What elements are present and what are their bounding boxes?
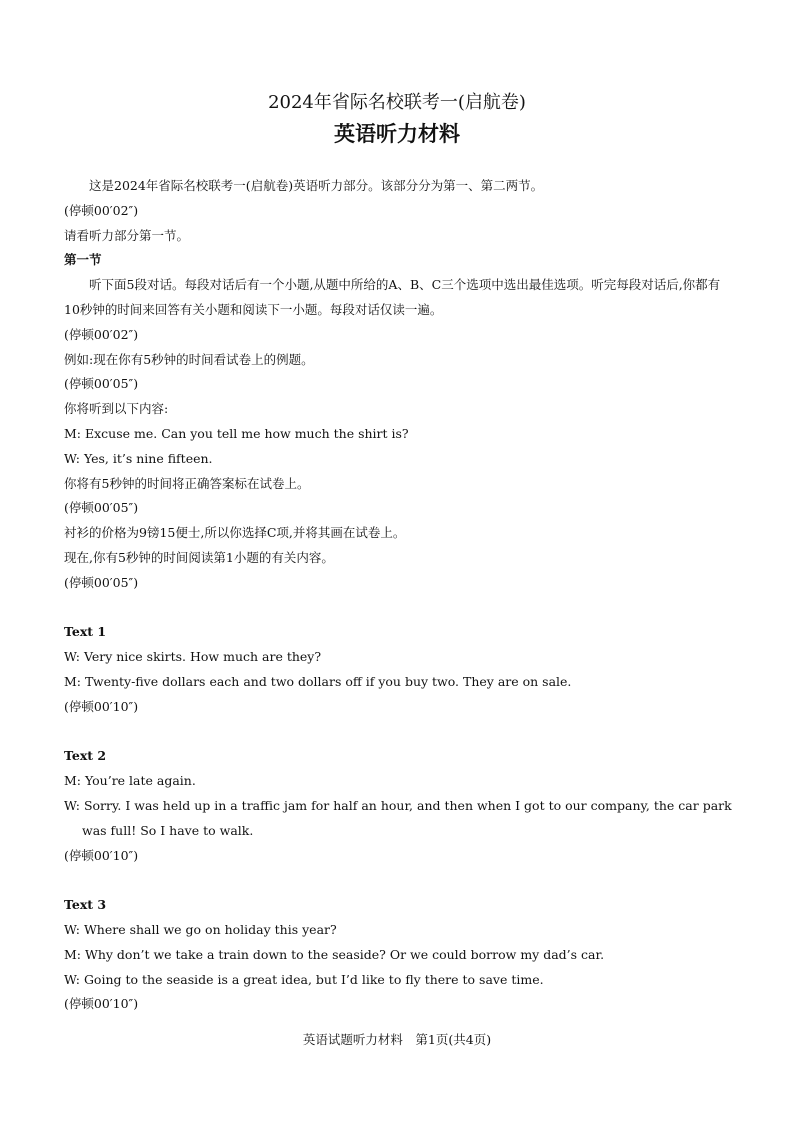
document-title: 2024年省际名校联考一(启航卷)	[268, 92, 526, 113]
text-2-heading: Text 2	[64, 748, 107, 764]
section-prompt: 请看听力部分第一节。	[64, 227, 190, 243]
intro-overview: 这是2024年省际名校联考一(启航卷)英语听力部分。该部分分为第一、第二两节。	[89, 178, 544, 193]
dialogue-line: W: Going to the seaside is a great idea, but I’d like to fly there to save time.	[64, 971, 544, 987]
dialogue-line: M: Why don’t we take a train down to the seaside? Or we could borrow my dad’s car.	[64, 946, 605, 962]
text-1-heading: Text 1	[64, 624, 107, 640]
pause-marker: (停顿00′10″)	[64, 847, 139, 863]
section-instructions: 听下面5段对话。每段对话后有一个小题,从题中所给的A、B、C三个选项中选出最佳选项。听完每段对话后,你都有10秒钟的时间来回答有关小题和阅读下一小题。每段对话仅读一遍。	[64, 277, 721, 317]
dialogue-line: M: Twenty-five dollars each and two dollars off if you buy two. They are on sale.	[64, 673, 572, 689]
dialogue-line: M: You’re late again.	[64, 773, 196, 789]
pause-marker: (停顿00′10″)	[64, 996, 139, 1012]
pause-marker: (停顿00′05″)	[64, 500, 139, 516]
example-prompt: 例如:现在你有5秒钟的时间看试卷上的例题。	[64, 351, 314, 367]
document-body	[64, 174, 732, 1017]
dialogue-line: W: Where shall we go on holiday this year?	[64, 921, 337, 937]
read-question-prompt: 现在,你有5秒钟的时间阅读第1小题的有关内容。	[64, 549, 334, 565]
document-subtitle: 英语听力材料	[334, 121, 460, 146]
pause-marker: (停顿00′10″)	[64, 698, 139, 714]
pause-marker: (停顿00′02″)	[64, 326, 139, 342]
section-heading: 第一节	[64, 252, 102, 268]
will-hear-prompt: 你将听到以下内容:	[64, 401, 169, 417]
text-3-heading: Text 3	[64, 897, 107, 913]
pause-marker: (停顿00′05″)	[64, 376, 139, 392]
pause-marker: (停顿00′05″)	[64, 574, 139, 590]
example-line-w: W: Yes, it’s nine fifteen.	[64, 450, 213, 466]
mark-answer-prompt: 你将有5秒钟的时间将正确答案标在试卷上。	[64, 475, 310, 491]
page-footer: 英语试题听力材料 第1页(共4页)	[302, 1032, 492, 1047]
dialogue-line: W: Very nice skirts. How much are they?	[64, 649, 322, 665]
pause-marker: (停顿00′02″)	[64, 202, 139, 218]
example-line-m: M: Excuse me. Can you tell me how much the shirt is?	[64, 425, 409, 441]
example-explanation: 衬衫的价格为9镑15便士,所以你选择C项,并将其画在试卷上。	[64, 525, 406, 541]
dialogue-line: W: Sorry. I was held up in a traffic jam for half an hour, and then when I got to our company, the car park was full! So I have to walk.	[64, 797, 732, 838]
